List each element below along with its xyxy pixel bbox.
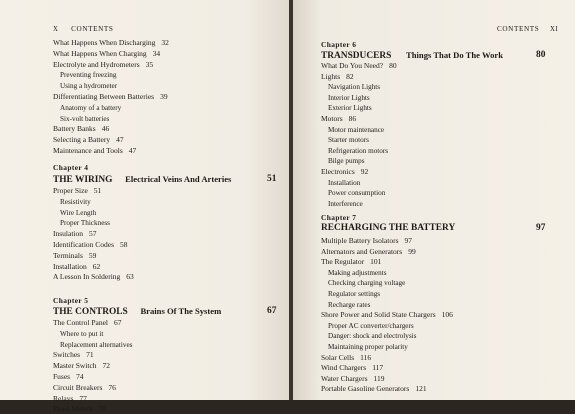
toc-entry (321, 278, 405, 288)
toc-entry-page: 77 (79, 393, 87, 403)
toc-entry-title: Identification Codes (53, 240, 115, 249)
toc-entry-title: Anatomy of a battery (60, 103, 122, 112)
toc-entry-page: 47 (128, 146, 137, 155)
toc-entry (53, 340, 132, 350)
right-running-head (497, 24, 558, 35)
toc-entry-title: Electronics (321, 167, 355, 176)
toc-entry-page: 67 (114, 318, 122, 327)
toc-entry-page: 101 (370, 257, 382, 267)
toc-entry-title: What Happens When Charging (53, 48, 147, 58)
chapter-5-label: Chapter 5 (53, 296, 89, 305)
toc-entry-title: Shore Power and Solid State Chargers (321, 310, 436, 320)
toc-entry (321, 82, 380, 92)
chapter-6-subtitle: Things That Do The Work (406, 50, 503, 60)
toc-entry-title: Lights (321, 71, 341, 81)
toc-entry (53, 372, 84, 382)
toc-entry-title: Water Chargers (321, 373, 368, 383)
toc-entry-page: 86 (348, 114, 357, 123)
chapter-6-title-main: TRANSDUCERS (321, 51, 392, 61)
toc-entry-title: A Lesson In Soldering (53, 272, 121, 282)
toc-entry (53, 135, 124, 145)
toc-entry (53, 329, 103, 339)
toc-entry (53, 404, 106, 414)
toc-entry-title: Battery Banks (53, 124, 96, 134)
toc-entry (53, 240, 128, 250)
toc-entry-page: 78 (98, 404, 106, 414)
toc-entry-page: 59 (88, 250, 97, 260)
toc-entry-title: Solar Cells (321, 352, 355, 362)
toc-entry (321, 257, 381, 267)
toc-entry-title: Navigation Lights (328, 83, 381, 92)
toc-entry-page: 63 (126, 272, 134, 282)
right-header-title: CONTENTS (497, 25, 540, 33)
chapter-4-title (53, 174, 231, 185)
toc-entry (53, 350, 94, 360)
toc-entry-title: Proper Thickness (60, 219, 110, 228)
toc-entry-page: 119 (373, 373, 385, 383)
right-page (293, 0, 575, 400)
toc-entry-title: Fuses (53, 372, 71, 381)
toc-entry-title: Recharge rates (328, 300, 371, 309)
toc-entry (321, 72, 354, 82)
toc-entry-page: 92 (360, 167, 369, 176)
toc-entry-title: Terminals (53, 250, 83, 260)
toc-entry-title: The Control Panel (53, 318, 108, 327)
toc-entry-title: What Happens When Discharging (53, 38, 156, 47)
toc-entry (53, 70, 116, 80)
toc-entry-page: 62 (92, 261, 101, 271)
toc-entry (321, 103, 372, 113)
right-folio: XI (549, 26, 559, 33)
toc-entry (53, 383, 116, 393)
toc-entry-title: Preventing freezing (60, 71, 117, 80)
toc-entry (321, 384, 427, 394)
toc-entry-page: 117 (372, 363, 384, 373)
toc-entry (53, 38, 169, 48)
toc-entry-page: 116 (360, 352, 372, 362)
toc-entry (53, 229, 97, 239)
toc-entry (321, 331, 416, 341)
toc-entry (53, 208, 96, 218)
chapter-6-title (321, 50, 503, 61)
toc-entry (53, 114, 109, 124)
toc-entry (321, 178, 360, 188)
toc-entry (53, 124, 109, 134)
toc-entry (321, 353, 371, 363)
toc-entry (53, 262, 100, 272)
toc-entry-title: Motors (321, 114, 343, 123)
toc-entry (321, 321, 414, 331)
toc-entry-title: Six-volt batteries (60, 114, 110, 123)
toc-entry-title: Power consumption (328, 189, 386, 198)
toc-entry-page: 74 (76, 372, 84, 381)
chapter-4-page: 51 (267, 174, 277, 184)
toc-entry-title: Master Switch (53, 361, 97, 371)
toc-entry-page: 82 (346, 71, 354, 81)
toc-entry-title: The Regulator (321, 257, 365, 267)
toc-entry-title: Portable Gasoline Generators (321, 384, 410, 394)
toc-entry-title: Bilge pumps (328, 157, 365, 166)
toc-entry-title: Checking charging voltage (328, 279, 406, 288)
toc-entry-page: 39 (160, 92, 168, 101)
toc-entry-page: 32 (161, 38, 169, 47)
toc-entry (321, 289, 380, 299)
toc-entry (53, 197, 91, 207)
toc-entry-page: 80 (389, 61, 397, 70)
toc-entry-title: Selecting a Battery (53, 135, 111, 145)
toc-entry-title: Multiple Battery Isolators (321, 236, 399, 245)
toc-entry (321, 167, 368, 177)
toc-entry (53, 318, 122, 328)
left-running-head (53, 24, 113, 35)
toc-entry-title: What Do You Need? (321, 61, 384, 70)
toc-entry-page: 106 (441, 310, 453, 320)
toc-entry (53, 146, 136, 156)
toc-entry-page: 76 (108, 382, 116, 392)
chapter-5-subtitle: Brains Of The System (140, 306, 222, 316)
toc-entry (321, 374, 385, 384)
toc-entry (321, 93, 370, 103)
toc-entry-title: Wind Chargers (321, 363, 367, 373)
toc-entry-title: Electrolyte and Hydrometers (53, 59, 140, 69)
toc-entry-title: Starter motors (328, 136, 369, 145)
toc-entry (321, 156, 365, 166)
toc-entry-title: Interference (328, 199, 363, 208)
toc-entry-title: Wire Length (60, 208, 97, 217)
chapter-5-title-main: THE CONTROLS (53, 307, 128, 317)
toc-entry-title: Making adjustments (328, 268, 387, 277)
toc-entry-title: Danger: shock and electrolysis (328, 332, 417, 341)
chapter-7-label: Chapter 7 (321, 213, 357, 222)
toc-entry-title: Using a hydrometer (60, 82, 118, 91)
toc-entry-title: Relays (53, 393, 74, 403)
toc-entry-title: Proper Size (53, 186, 88, 195)
toc-entry-page: 72 (102, 361, 111, 371)
toc-entry-title: Where to put it (60, 329, 104, 338)
chapter-6-page: 80 (536, 50, 546, 60)
toc-entry-title: Switches (53, 350, 81, 360)
toc-entry-title: Insulation (53, 229, 83, 239)
toc-entry-title: Resistivity (60, 197, 91, 206)
toc-entry-title: Maintenance and Tools (53, 146, 123, 155)
toc-entry (321, 125, 384, 135)
toc-entry (321, 146, 388, 156)
toc-entry-title: Installation (328, 178, 361, 187)
toc-entry-title: Replacement alternatives (60, 340, 133, 349)
chapter-6-label: Chapter 6 (321, 40, 357, 49)
toc-entry (321, 342, 408, 352)
chapter-7-page: 97 (536, 223, 546, 233)
toc-entry (321, 188, 385, 198)
toc-entry-page: 58 (120, 240, 128, 249)
chapter-5-page: 67 (267, 306, 277, 316)
toc-entry (321, 114, 356, 124)
toc-entry-title: Differentiating Between Batteries (53, 92, 155, 101)
toc-entry-title: Panel Meters (53, 404, 93, 414)
toc-entry-page: 51 (93, 186, 102, 195)
toc-entry-page: 46 (101, 124, 110, 134)
toc-entry (321, 300, 370, 310)
toc-entry-page: 121 (415, 384, 427, 394)
toc-entry (53, 60, 153, 70)
toc-entry-title: Exterior Lights (328, 104, 372, 113)
toc-entry-title: Maintaining proper polarity (328, 343, 408, 351)
toc-entry-title: Circuit Breakers (53, 382, 103, 392)
chapter-5-title (53, 306, 221, 317)
toc-entry (53, 81, 117, 91)
toc-entry (321, 199, 363, 209)
toc-entry-title: Installation (53, 261, 87, 271)
toc-entry-title: Proper AC converter/chargers (328, 321, 414, 330)
chapter-4-label: Chapter 4 (53, 163, 89, 172)
toc-entry-page: 35 (145, 59, 154, 69)
toc-entry-page: 47 (116, 135, 124, 145)
toc-entry (321, 247, 416, 257)
toc-entry-title: Interior Lights (328, 93, 370, 102)
toc-entry (53, 361, 110, 371)
toc-entry (53, 49, 160, 59)
toc-entry (53, 272, 134, 282)
toc-entry (321, 363, 383, 373)
toc-entry (53, 218, 110, 228)
toc-entry-page: 99 (408, 246, 416, 256)
toc-entry (321, 236, 412, 246)
chapter-4-subtitle: Electrical Veins And Arteries (125, 174, 232, 184)
chapter-7-title: RECHARGING THE BATTERY (321, 223, 456, 233)
toc-entry (53, 394, 87, 404)
toc-entry (53, 186, 101, 196)
toc-entry-title: Motor maintenance (328, 125, 385, 134)
toc-entry (321, 310, 453, 320)
toc-entry-page: 71 (86, 350, 94, 360)
toc-entry (321, 268, 387, 278)
toc-entry-page: 34 (152, 48, 161, 58)
toc-entry (53, 103, 121, 113)
toc-entry (53, 251, 96, 261)
toc-entry-page: 57 (89, 229, 97, 239)
toc-entry (321, 135, 369, 145)
toc-entry-title: Regulator settings (328, 290, 381, 298)
left-header-title: CONTENTS (71, 25, 114, 33)
chapter-4-title-main: THE WIRING (53, 175, 113, 185)
toc-entry (53, 92, 168, 102)
toc-entry-title: Refrigeration motors (328, 146, 389, 155)
toc-entry-page: 97 (404, 236, 412, 245)
left-folio: X (53, 26, 59, 33)
toc-entry (321, 61, 397, 71)
toc-entry-title: Alternators and Generators (321, 246, 403, 256)
